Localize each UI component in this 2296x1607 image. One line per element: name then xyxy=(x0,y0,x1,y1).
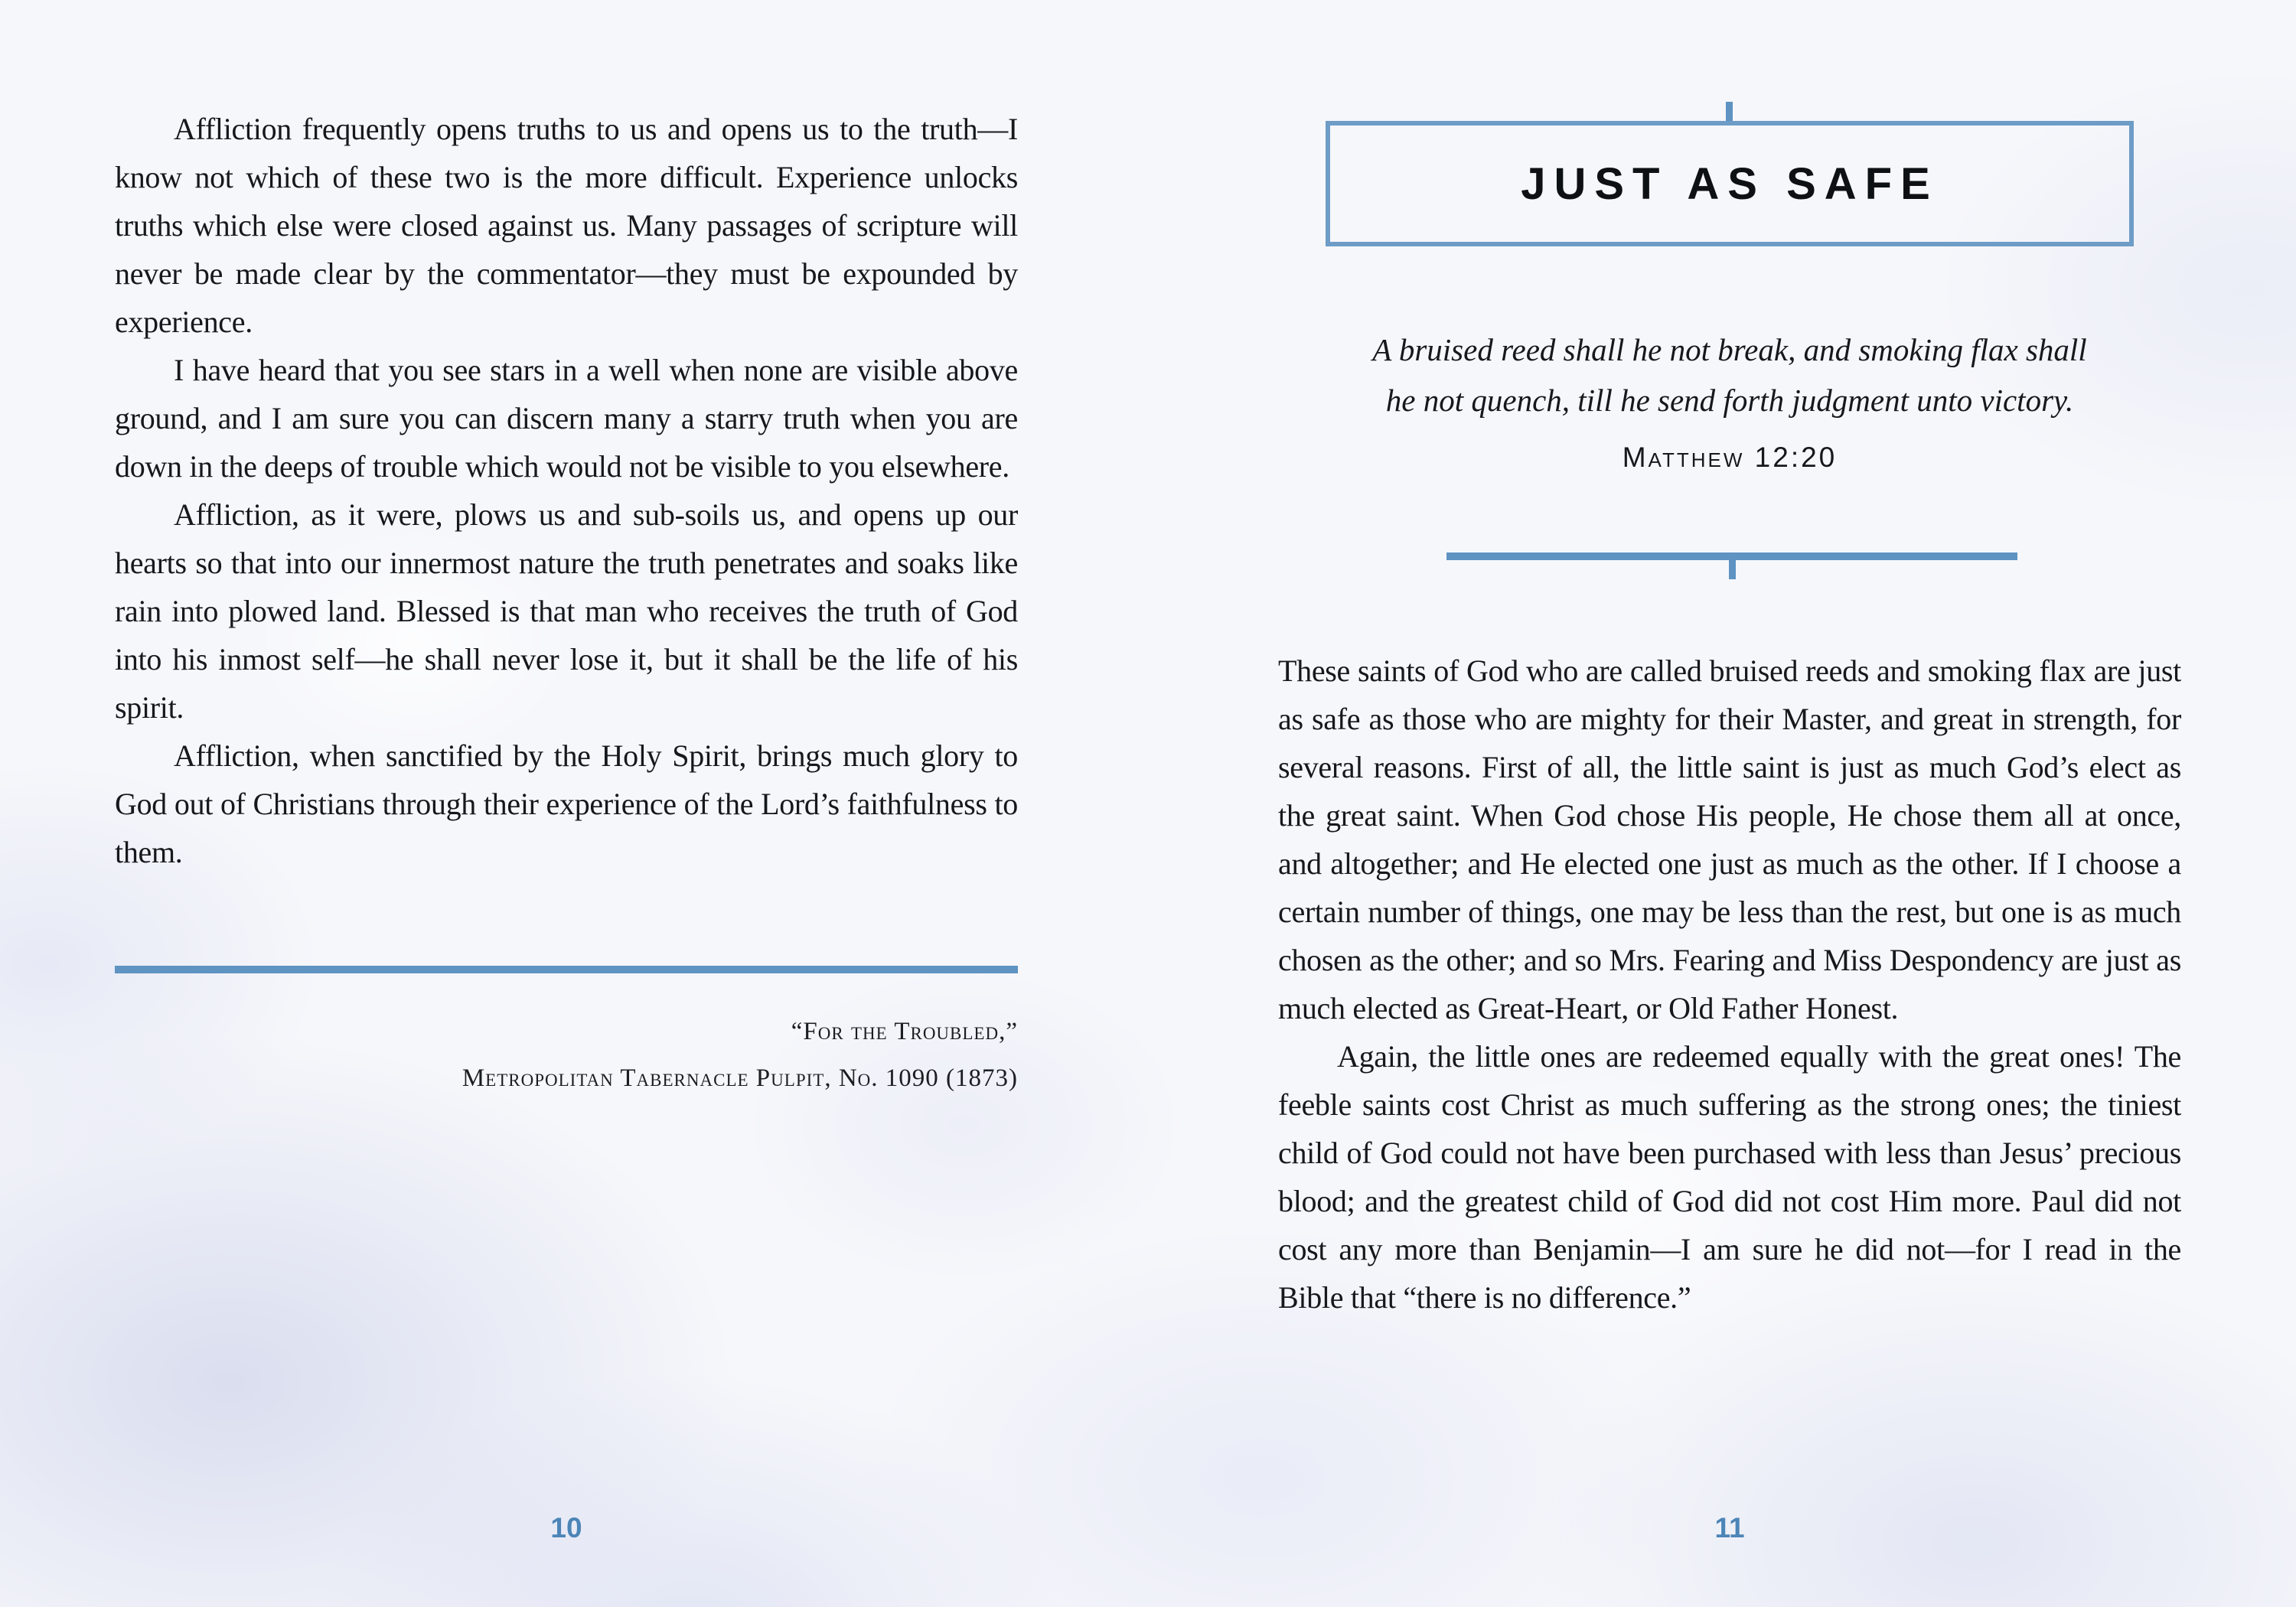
chapter-title-box xyxy=(1326,121,2134,246)
right-body-text xyxy=(1278,647,2181,1322)
epigraph-line: he not quench, till he send forth judgment unto victory. xyxy=(1385,383,2074,418)
chapter-title: JUST AS SAFE xyxy=(1521,158,1939,209)
paragraph: Affliction, as it were, plows us and sub-soils us, and opens up our hearts so that into our innermost nature the truth penetrates and soaks like rain into plowed land. Blessed is that man who receives the truth of God into his inmost self—he shall never lose it, but it shall be the life of his spirit. xyxy=(115,497,1018,725)
paragraph: I have heard that you see stars in a well when none are visible above ground, and I am sure you can discern many a starry truth when you are down in the deeps of trouble which would not be visible to you elsewhere. xyxy=(115,353,1018,484)
sermon-attribution xyxy=(115,1009,1018,1102)
right-page xyxy=(1148,0,2296,1607)
epigraph-line: A bruised reed shall he not break, and smoking flax shall xyxy=(1372,332,2087,367)
section-divider-rule xyxy=(115,966,1018,973)
attribution-source: Metropolitan Tabernacle Pulpit, No. 1090 (1873) xyxy=(461,1064,1018,1092)
epigraph xyxy=(1278,324,2181,474)
paragraph: These saints of God who are called bruised reeds and smoking flax are just as safe as those who are mighty for their Master, and great in strength, for several reasons. First of all, the little saint is just as much God’s elect as the great saint. When God chose His people, He chose them all at once, and altogether; and He elected one just as much as the other. If I choose a certain number of things, one may be less than the rest, but one is as much chosen as the other; and so Mrs. Fearing and Miss Despondency are just as much elected as Great-Heart, or Old Father Honest. xyxy=(1278,654,2181,1025)
ornament-tick-top xyxy=(1726,102,1733,122)
page-number-right: 11 xyxy=(1714,1512,1745,1543)
page-number-left: 10 xyxy=(550,1512,582,1543)
attribution-title: “For the Troubled,” xyxy=(791,1018,1018,1045)
paragraph: Affliction, when sanctified by the Holy Spirit, brings much glory to God out of Christians through their experience of the Lord’s faithfulness to them. xyxy=(115,738,1018,869)
paragraph: Again, the little ones are redeemed equally with the great ones! The feeble saints cost Christ as much suffering as the strong ones; the tiniest child of God could not have been purchased with less than Jesus’ precious blood; and the greatest child of God did not cost Him more. Paul did not cost any more than Benjamin—I am sure he did not—for I read in the Bible that “there is no difference.” xyxy=(1278,1039,2181,1315)
scripture-reference: Matthew 12:20 xyxy=(1622,442,1838,473)
paragraph: Affliction frequently opens truths to us and opens us to the truth—I know not which of these two is the more difficult. Experience unlocks truths which else were closed against us. Many passages of scripture will never be made clear by the commentator—they must be expounded by experience. xyxy=(115,112,1018,339)
ornament-tick-bottom xyxy=(1729,559,1736,579)
left-body-text xyxy=(115,105,1018,876)
